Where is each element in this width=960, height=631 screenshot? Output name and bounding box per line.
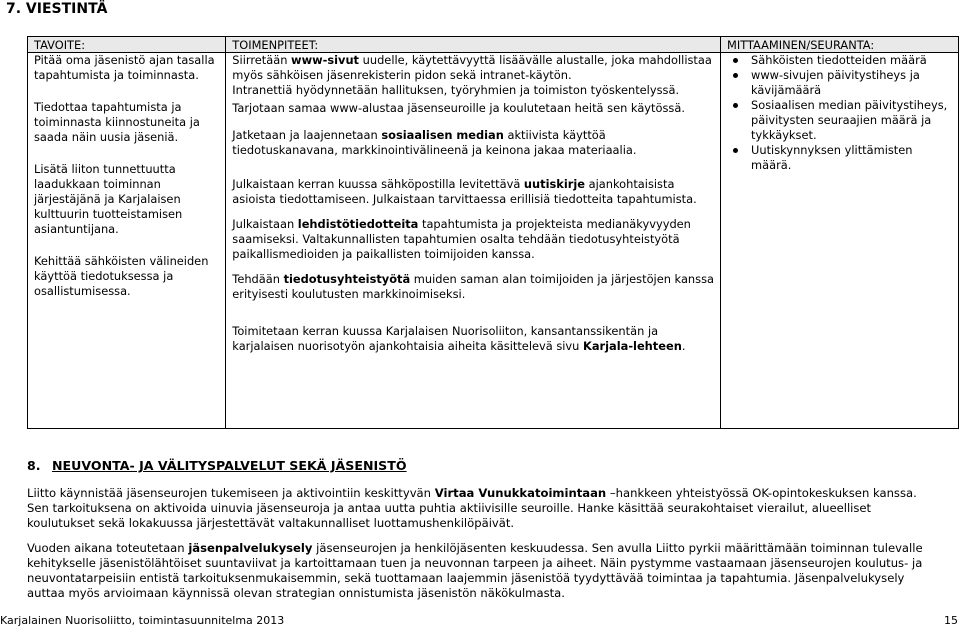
metric-item: Sähköisten tiedotteiden määrä xyxy=(727,53,952,68)
action-item: Siirretään www-sivut uudelle, käytettävyyttä lisäävälle alustalle, joka mahdollistaa myös sähköisen jäsenrekisterin pidon sekä intranet-käytön. xyxy=(232,53,712,82)
section-8-number: 8. xyxy=(27,458,41,473)
action-item: Tehdään tiedotusyhteistyötä muiden saman alan toimijoiden ja järjestöjen kanssa erityisesti koulutusten markkinoimiseksi. xyxy=(232,272,714,301)
action-item: Toimitetaan kerran kuussa Karjalaisen Nuorisoliiton, kansantanssikentän ja karjalaisen nuorisotyön ajankohtaisia aiheita käsittelevä sivu Karjala-lehteen. xyxy=(232,324,686,353)
goals-cell xyxy=(28,53,226,429)
metric-item: www-sivujen päivitystiheys ja kävijämäärä xyxy=(727,68,952,98)
metric-item: Sosiaalisen median päivitystiheys, päivitysten seuraajien määrä ja tykkäykset. xyxy=(727,98,952,143)
action-item: Jatketaan ja laajennetaan sosiaalisen median aktiivista käyttöä tiedotuskanavana, markkinointivälineenä ja keinona jakaa materiaalia. xyxy=(232,128,637,157)
page-number: 15 xyxy=(944,614,958,627)
section-8-paragraph-1: Liitto käynnistää jäsenseurojen tukemiseen ja aktivointiin keskittyvän Virtaa Vunukkatoimintaan –hankkeen yhteistyössä OK-opintokeskuksen kanssa. Sen tarkoituksena on aktivoida uinuvia jäsenseuroja ja antaa uutta puhtia aktiivisille seuroille. Hanke käsittää seurakohtaiset vierailut, alueelliset koulutukset sekä lokakuussa järjestettävät valtakunnalliset luottamushenkilöpäivät. xyxy=(27,486,917,530)
footer-text: Karjalainen Nuorisoliitto, toimintasuunnitelma 2013 xyxy=(0,614,285,627)
goal-item: Kehittää sähköisten välineiden käyttöä tiedotuksessa ja osallistumisessa. xyxy=(34,254,209,298)
section-8-title: NEUVONTA- JA VÄLITYSPALVELUT SEKÄ JÄSENISTÖ xyxy=(52,458,407,473)
section-8-heading xyxy=(27,458,407,473)
goal-item: Pitää oma jäsenistö ajan tasalla tapahtumista ja toiminnasta. xyxy=(34,53,215,82)
bullet-icon xyxy=(733,73,738,78)
action-item: Tarjotaan samaa www-alustaa jäsenseuroille ja koulutetaan heitä sen käytössä. xyxy=(232,101,685,115)
action-item: Julkaistaan lehdistötiedotteita tapahtumista ja projekteista medianäkyvyyden saamiseksi. Valtakunnallisten tapahtumien osalta tehdään tiedotusyhteistyötä paikallismedioiden ja paikallisten toimijoiden kanssa. xyxy=(232,217,691,261)
section-7-heading: 7. VIESTINTÄ xyxy=(6,1,108,17)
header-goal: TAVOITE: xyxy=(28,37,226,53)
communication-plan-table xyxy=(27,36,959,429)
header-actions: TOIMENPITEET: xyxy=(226,37,721,53)
goal-item: Tiedottaa tapahtumista ja toiminnasta kiinnostuneita ja saada näin uusia jäseniä. xyxy=(34,100,200,144)
header-metrics: MITTAAMINEN/SEURANTA: xyxy=(721,37,959,53)
bullet-icon xyxy=(733,58,738,63)
metric-item: Uutiskynnyksen ylittämisten määrä. xyxy=(727,143,952,173)
table-header-row xyxy=(28,37,959,53)
action-item: Intranettiä hyödynnetään hallituksen, työryhmien ja toimiston työskentelyssä. xyxy=(232,83,680,97)
bullet-icon xyxy=(733,103,738,108)
section-8-paragraph-2: Vuoden aikana toteutetaan jäsenpalvelukysely jäsenseurojen ja henkilöjäsenten keskuudessa. Sen avulla Liitto pyrkii määrittämään toiminnan tulevalle kehitykselle jäsenistölähtöiset suuntaviivat ja kartoittamaan tuen ja neuvonnan tarpeen ja aiheet. Näin pystymme vastaamaan jäsenseurojen koulutus- ja neuvontatarpeisiin entistä tarkoituksenmukaisemmin, sekä tuottamaan laajemmin jäsenistöä tyydyttävää toimintaa ja tapahtumia. Jäsenpalvelukysely auttaa myös arvioimaan käynnissä olevan strategian onnistumista jäsenistön näkökulmasta. xyxy=(27,541,923,600)
bullet-icon xyxy=(733,148,738,153)
action-item: Julkaistaan kerran kuussa sähköpostilla levitettävä uutiskirje ajankohtaisista asioista tiedottamiseen. Julkaistaan tarvittaessa erillisiä tiedotteita tapahtumista. xyxy=(232,177,697,206)
actions-cell xyxy=(226,53,721,429)
goal-item: Lisätä liiton tunnettuutta laadukkaan toiminnan järjestäjänä ja Karjalaisen kulttuurin tuotteistamisen asiantuntijana. xyxy=(34,162,183,236)
metrics-cell xyxy=(721,53,959,429)
table-body-row xyxy=(28,53,959,429)
metrics-list xyxy=(727,53,952,173)
